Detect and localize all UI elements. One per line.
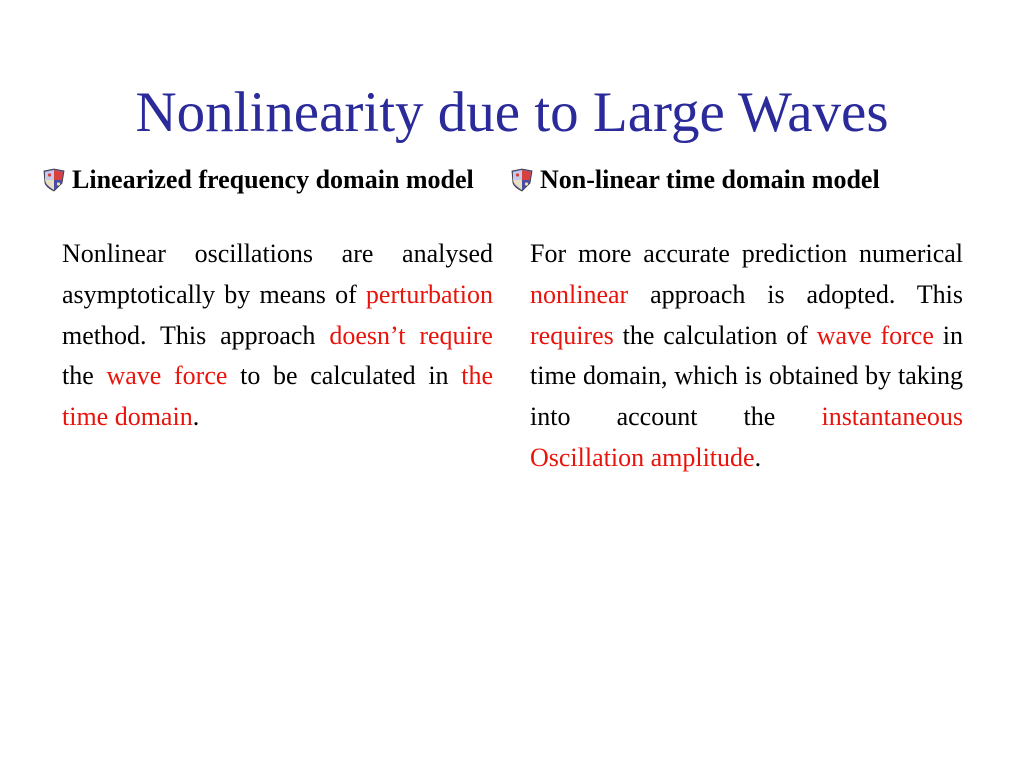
- crest-shield-icon: [40, 168, 68, 192]
- body-text: method. This approach: [62, 320, 330, 350]
- body-text: .: [192, 402, 200, 432]
- body-text: the calculation of: [613, 320, 817, 350]
- highlighted-text: doesn’t require: [329, 320, 493, 350]
- left-bullet-heading: [40, 160, 493, 200]
- body-text: .: [754, 442, 762, 472]
- right-column: [508, 160, 963, 479]
- highlighted-text: wave force: [106, 361, 228, 391]
- highlighted-text: instantaneous Oscillation amplitude: [530, 402, 963, 472]
- body-text: in time domain, which is obtained by taking into account the: [530, 320, 963, 432]
- body-text: approach is adopted. This: [628, 279, 963, 309]
- crest-shield-icon: [508, 168, 536, 192]
- highlighted-text: requires: [530, 320, 614, 350]
- slide-title: Nonlinearity due to Large Waves: [135, 81, 889, 144]
- highlighted-text: the time domain: [62, 361, 494, 432]
- body-text: to be calculated in: [227, 361, 462, 391]
- right-bullet-heading: [508, 160, 963, 200]
- highlighted-text: nonlinear: [530, 279, 629, 309]
- highlighted-text: wave force: [816, 320, 934, 350]
- body-text: For more accurate prediction numerical: [530, 239, 963, 268]
- left-column: [40, 160, 493, 438]
- left-heading-text: Linearized frequency domain model: [72, 165, 474, 194]
- body-text: Nonlinear oscillations are analysed asymptotically by means of: [62, 239, 493, 309]
- right-paragraph: [530, 234, 963, 479]
- highlighted-text: perturbation: [365, 279, 493, 309]
- body-text: the: [62, 361, 107, 391]
- left-paragraph: [62, 234, 493, 438]
- right-heading-text: Non-linear time domain model: [540, 165, 880, 194]
